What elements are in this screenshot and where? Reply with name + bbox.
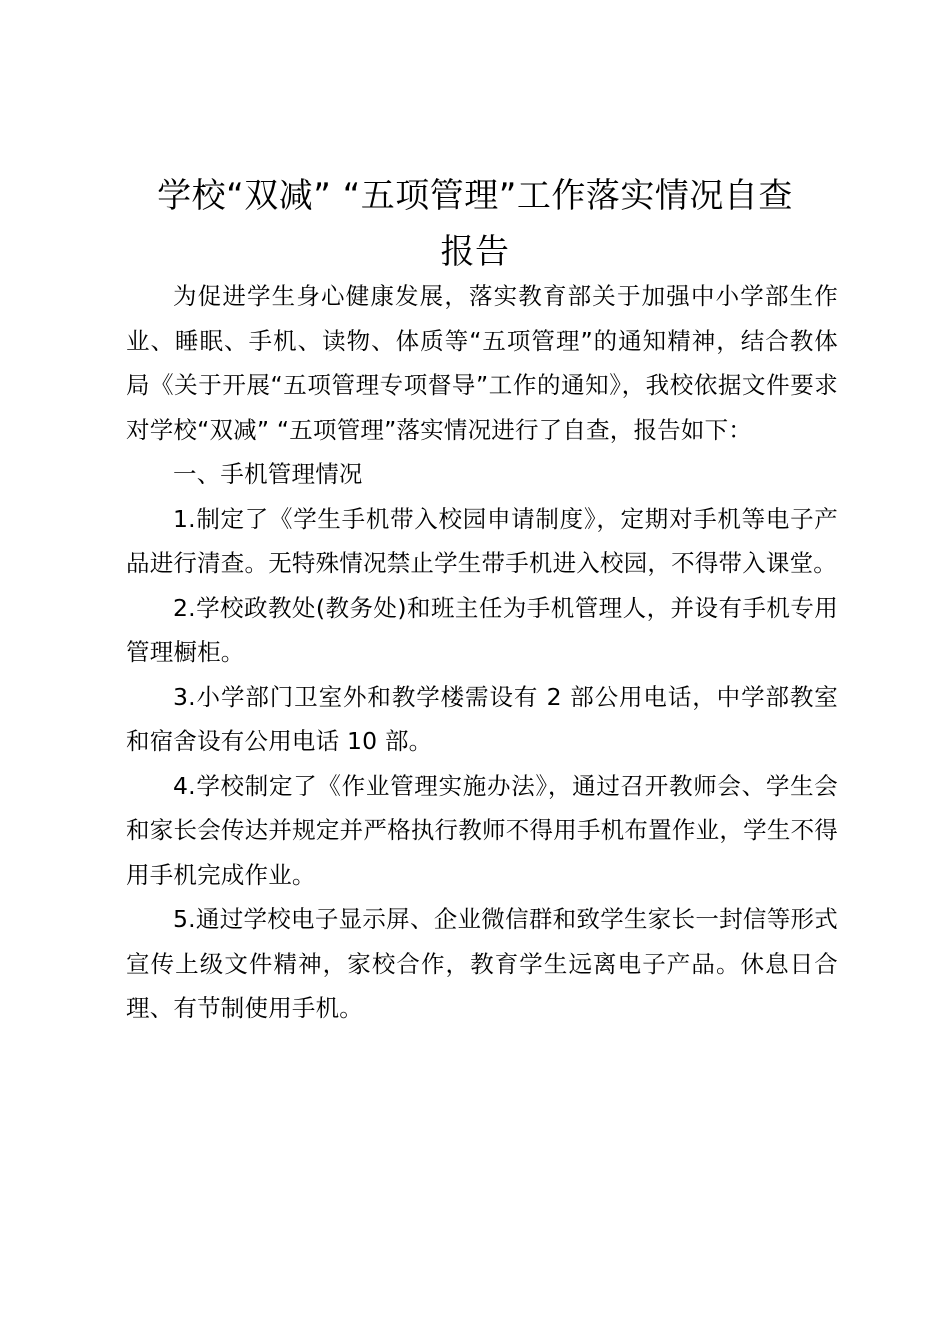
title-line-1: 学校“双减” “五项管理”工作落实情况自查 — [157, 176, 793, 216]
section-heading-phone-management: 一、手机管理情况 — [173, 460, 363, 488]
item-paragraph-1: 1.制定了《学生手机带入校园申请制度》，定期对手机等电子产品进行清查。无特殊情况禁止学生带手机进入校园，不得带入课堂。 — [126, 504, 838, 577]
item-paragraph-2: 2.学校政教处(教务处)和班主任为手机管理人，并设有手机专用管理橱柜。 — [126, 593, 838, 666]
intro-paragraph: 为促进学生身心健康发展，落实教育部关于加强中小学部生作业、睡眠、手机、读物、体质等“五项管理”的通知精神，结合教体局《关于开展“五项管理专项督导”工作的通知》，我校依据文件要求对学校“双减” “五项管理”落实情况进行了自查，报告如下： — [126, 282, 838, 444]
document-body — [126, 274, 838, 1031]
item-paragraph-3: 3.小学部门卫室外和教学楼需设有 2 部公用电话，中学部教室和宿舍设有公用电话 10 部。 — [126, 682, 838, 755]
item-paragraph-4: 4.学校制定了《作业管理实施办法》，通过召开教师会、学生会和家长会传达并规定并严格执行教师不得用手机布置作业，学生不得用手机完成作业。 — [126, 771, 838, 889]
item-paragraph-5: 5.通过学校电子显示屏、企业微信群和致学生家长一封信等形式宣传上级文件精神，家校合作，教育学生远离电子产品。休息日合理、有节制使用手机。 — [126, 905, 838, 1022]
document-title — [110, 168, 840, 280]
title-line-2: 报告 — [440, 232, 510, 272]
